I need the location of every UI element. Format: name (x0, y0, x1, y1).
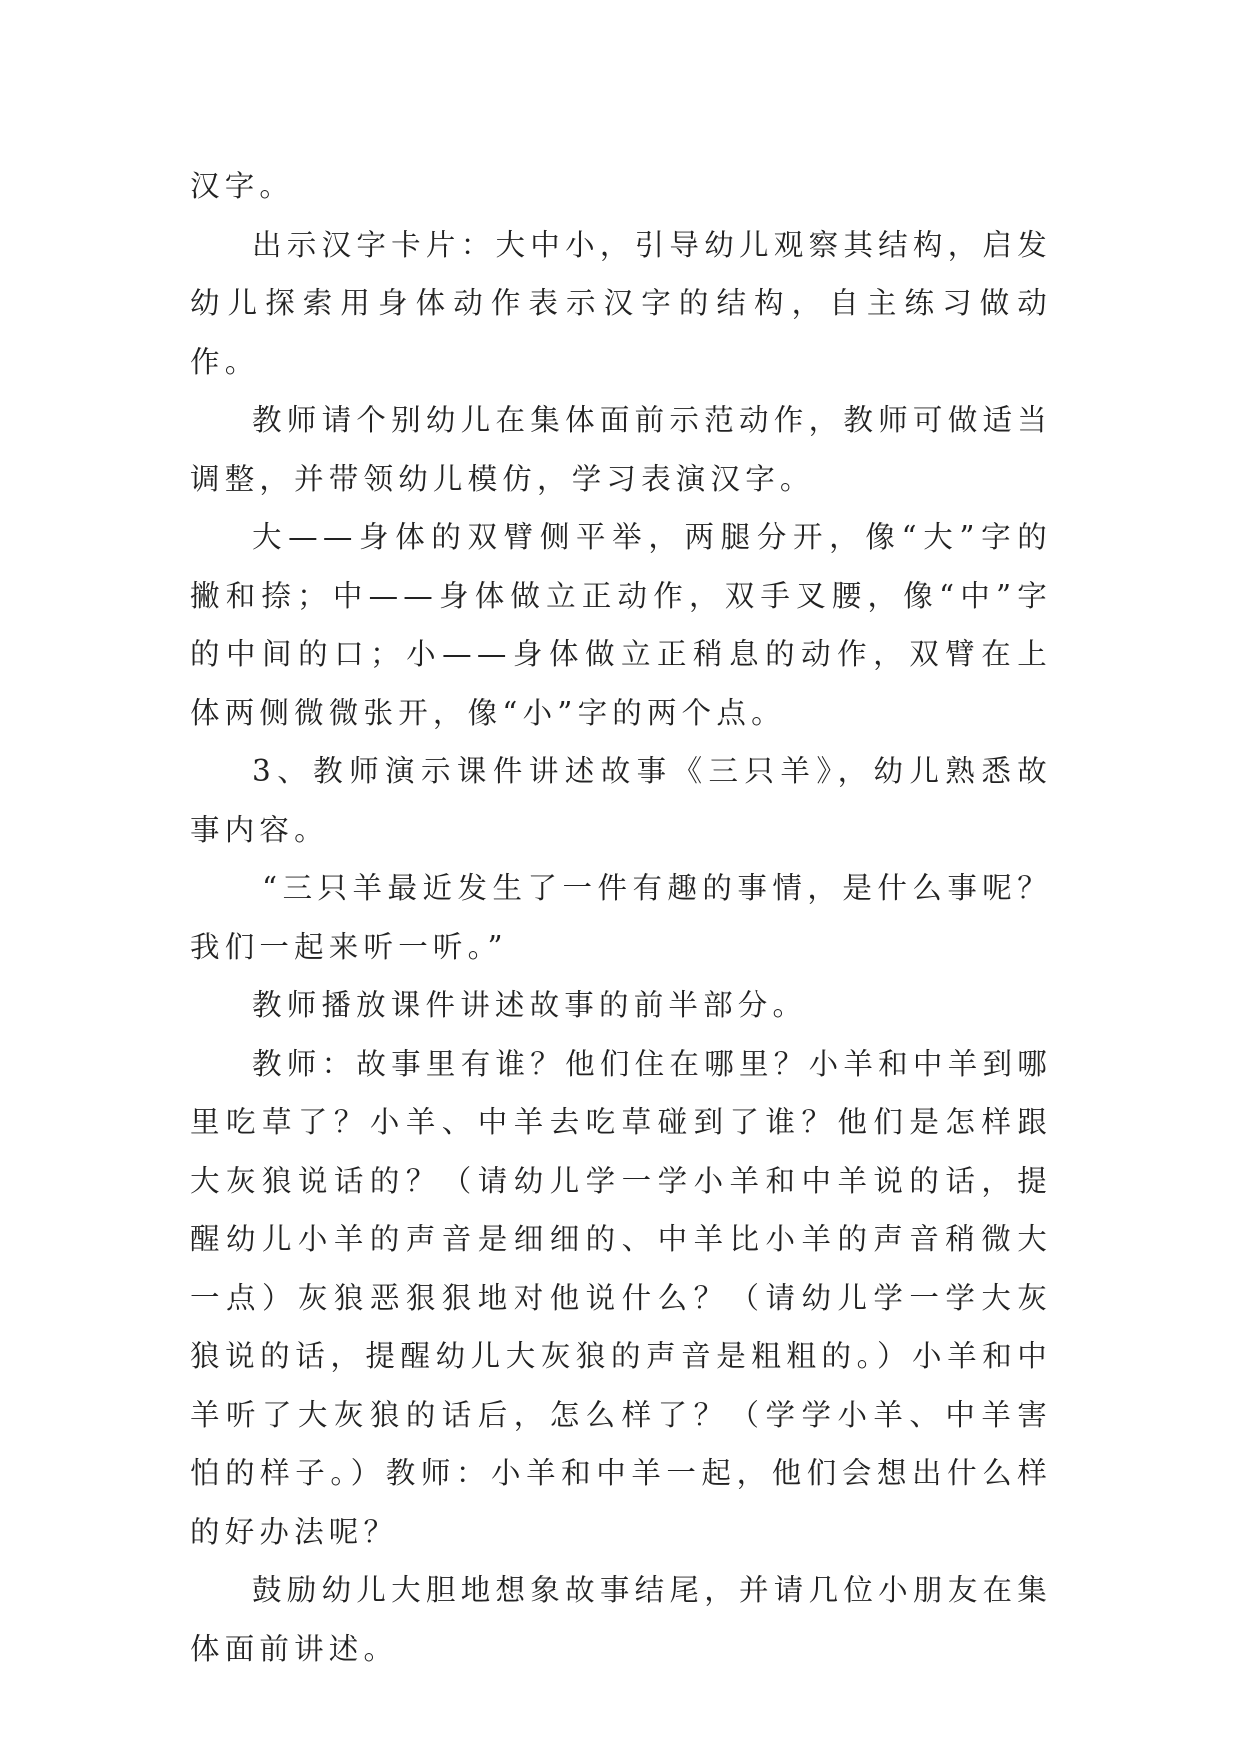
paragraph-teacher-demo: 教师请个别幼儿在集体面前示范动作，教师可做适当调整，并带领幼儿模仿，学习表演汉字。 (190, 403, 1052, 496)
paragraph-teacher-questions: 教师：故事里有谁？他们住在哪里？小羊和中羊到哪里吃草了？小羊、中羊去吃草碰到了谁？他们是怎样跟大灰狼说话的？（请幼儿学一学小羊和中羊说的话，提醒幼儿小羊的声音是细细的、中羊比小羊的声音稍微大一点）灰狼恶狠狠地对他说什么？（请幼儿学一学大灰狼说的话，提醒幼儿大灰狼的声音是粗粗的。）小羊和中羊听了大灰狼的话后，怎么样了？（学学小羊、中羊害怕的样子。）教师：小羊和中羊一起，他们会想出什么样的好办法呢？ (190, 1046, 1052, 1549)
paragraph-show-cards: 出示汉字卡片：大中小，引导幼儿观察其结构，启发幼儿探索用身体动作表示汉字的结构，自主练习做动作。 (190, 227, 1052, 379)
paragraph-encourage-ending: 鼓励幼儿大胆地想象故事结尾，并请几位小朋友在集体面前讲述。 (190, 1573, 1052, 1666)
document-body (190, 157, 1052, 1678)
paragraph-story-intro: 3、教师演示课件讲述故事《三只羊》，幼儿熟悉故事内容。 (190, 754, 1052, 847)
paragraph-play-courseware: 教师播放课件讲述故事的前半部分。 (252, 988, 808, 1022)
paragraph-quote: “三只羊最近发生了一件有趣的事情，是什么事呢？我们一起来听一听。” (190, 871, 1052, 964)
paragraph-continuation: 汉字。 (190, 169, 295, 203)
paragraph-character-actions: 大——身体的双臂侧平举，两腿分开，像“大”字的撇和捺；中——身体做立正动作，双手叉腰，像“中”字的中间的口；小——身体做立正稍息的动作，双臂在上体两侧微微张开，像“小”字的两个点。 (190, 520, 1052, 730)
